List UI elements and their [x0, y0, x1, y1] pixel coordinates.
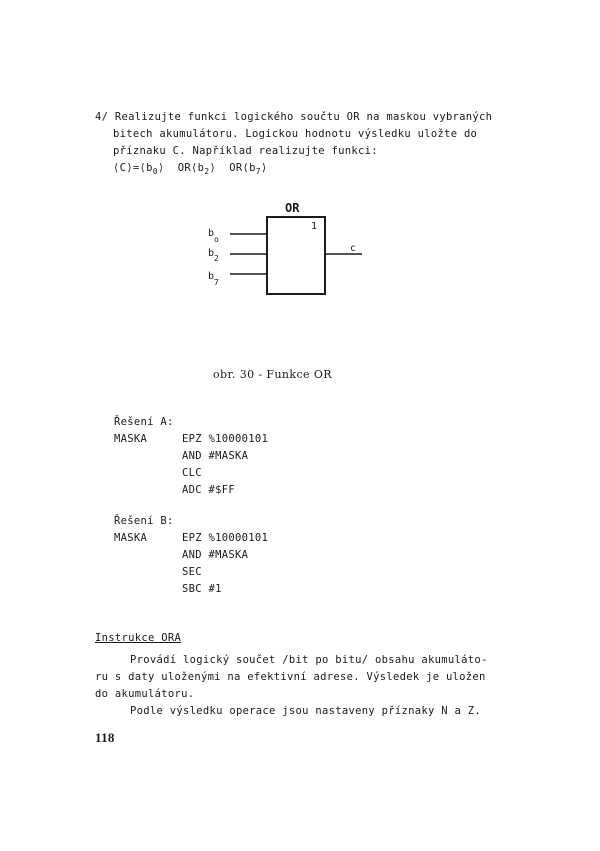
instruction-paragraph-2: Podle výsledku operace jsou nastaveny příznaky N a Z. — [130, 705, 481, 717]
output-label: c — [350, 243, 357, 254]
task-formula: $⟨C⟩=⟨b_0⟩$ $OR⟨b_2⟩$ $OR⟨b_7⟩$ — [113, 162, 268, 176]
solution-b-line-2: AND #MASKA — [182, 549, 249, 561]
figure-caption: obr. 30 - Funkce OR — [213, 368, 332, 381]
solution-a-heading: Řešení A: — [114, 416, 174, 428]
solution-a-line-2: AND #MASKA — [182, 450, 249, 462]
input-label-b0: $b_o$ — [208, 228, 219, 244]
solution-b-line-1: EPZ %10000101 — [182, 532, 269, 544]
input-label-b7: $b_7$ — [208, 271, 219, 287]
input-label-b2: $b_2$ — [208, 248, 219, 263]
instruction-paragraph-1-line-2: ru s daty uloženými na efektivní adrese. Výsledek je uložen — [95, 671, 486, 683]
task-line-2: bitech akumulátoru. Logickou hodnotu výsledku uložte do — [113, 128, 478, 140]
task-line-1: 4/ Realizujte funkci logického součtu OR na maskou vybraných — [95, 111, 493, 123]
instruction-heading: Instrukce ORA — [95, 632, 182, 644]
or-gate-diagram — [200, 198, 370, 298]
gate-label: OR — [285, 201, 300, 215]
solution-a-line-1: EPZ %10000101 — [182, 433, 269, 445]
instruction-paragraph-1-line-1: Provádí logický součet /bit po bitu/ obsahu akumuláto- — [130, 654, 488, 666]
gate-inner-label: 1 — [311, 221, 318, 232]
solution-a-line-3: CLC — [182, 467, 202, 479]
task-line-3: příznaku C. Například realizujte funkci: — [113, 145, 378, 157]
solution-a-line-4: ADC #$FF — [182, 484, 235, 496]
page-number: 118 — [95, 730, 115, 745]
solution-b-line-3: SEC — [182, 566, 202, 578]
solution-b-line-4: SBC #1 — [182, 583, 222, 595]
solution-b-heading: Řešení B: — [114, 515, 174, 527]
solution-b-label: MASKA — [114, 532, 148, 544]
solution-a-label: MASKA — [114, 433, 148, 445]
instruction-paragraph-1-line-3: do akumulátoru. — [95, 688, 195, 700]
